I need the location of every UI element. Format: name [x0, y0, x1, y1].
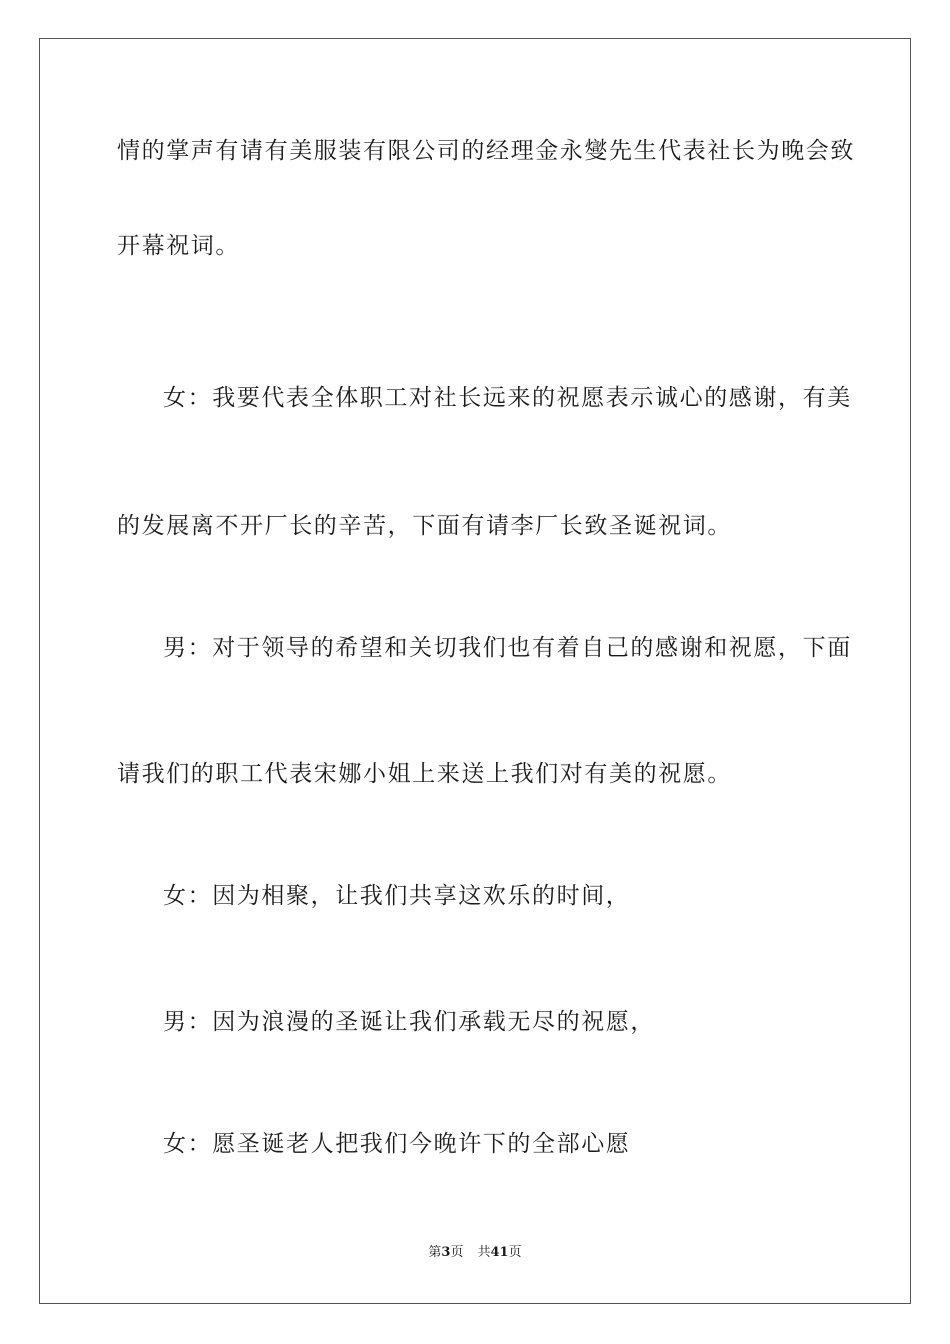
total-prefix: 共 — [477, 1245, 491, 1260]
page-prefix: 第 — [428, 1245, 442, 1260]
text-line-8: 男：因为浪漫的圣诞让我们承载无尽的祝愿， — [163, 1009, 655, 1035]
text-line-1: 情的掌声有请有美服装有限公司的经理金永燮先生代表社长为晚会致 — [117, 138, 855, 164]
text-line-7: 女：因为相聚，让我们共享这欢乐的时间， — [163, 883, 631, 909]
text-line-3: 女：我要代表全体职工对社长远来的祝愿表示诚心的感谢，有美 — [163, 385, 852, 411]
text-line-2: 开幕祝词。 — [117, 233, 240, 259]
page-number: 3 — [441, 1245, 451, 1260]
page-footer — [0, 1244, 950, 1262]
text-line-5: 男：对于领导的希望和关切我们也有着自己的感谢和祝愿，下面 — [163, 635, 852, 661]
text-line-9: 女：愿圣诞老人把我们今晚许下的全部心愿 — [163, 1131, 631, 1157]
page-frame — [39, 38, 911, 1304]
page-suffix: 页 — [450, 1245, 464, 1260]
total-pages: 41 — [490, 1245, 509, 1260]
total-suffix: 页 — [508, 1245, 522, 1260]
text-line-4: 的发展离不开厂长的辛苦，下面有请李厂长致圣诞祝词。 — [117, 513, 732, 539]
text-line-6: 请我们的职工代表宋娜小姐上来送上我们对有美的祝愿。 — [117, 761, 732, 787]
